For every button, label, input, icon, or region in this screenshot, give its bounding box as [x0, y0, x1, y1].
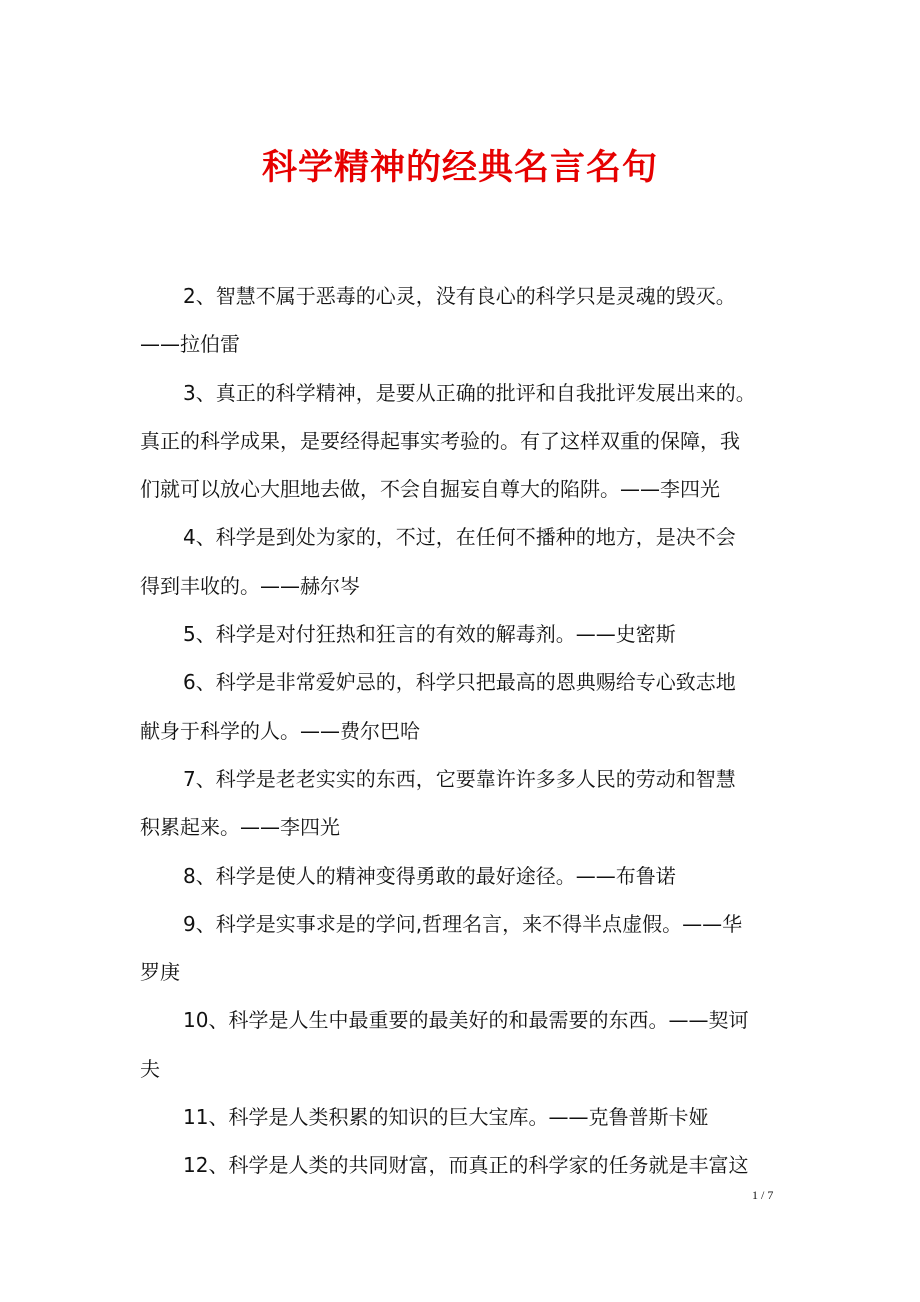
- quote-paragraph: [140, 658, 800, 755]
- text-line: 献身于科学的人。——费尔巴哈: [140, 718, 420, 743]
- text-line: 2、智慧不属于恶毒的心灵，没有良心的科学只是灵魂的毁灭。: [183, 284, 736, 308]
- quote-paragraph: [140, 1093, 800, 1141]
- text-line: 12、科学是人类的共同财富，而真正的科学家的任务就是丰富这: [183, 1153, 749, 1178]
- text-line: 11、科学是人类积累的知识的巨大宝库。——克鲁普斯卡娅: [183, 1105, 709, 1130]
- text-line: 9、科学是实事求是的学问,哲理名言，来不得半点虚假。——华: [183, 911, 743, 936]
- text-line: 8、科学是使人的精神变得勇敢的最好途径。——布鲁诺: [183, 863, 676, 888]
- text-line: ——拉伯雷: [140, 332, 240, 357]
- page-number: 1 / 7: [752, 1188, 774, 1202]
- text-line: 10、科学是人生中最重要的最美好的和最需要的东西。——契诃: [183, 1008, 749, 1033]
- quote-paragraph: [140, 996, 800, 1093]
- quote-paragraph: [140, 1141, 800, 1189]
- text-line: 5、科学是对付狂热和狂言的有效的解毒剂。——史密斯: [183, 622, 676, 647]
- quote-paragraph: [140, 272, 800, 369]
- quote-paragraph: [140, 852, 800, 900]
- text-line: 得到丰收的。——赫尔岑: [140, 573, 360, 598]
- text-line: 4、科学是到处为家的，不过，在任何不播种的地方，是决不会: [183, 525, 736, 550]
- text-line: 7、科学是老老实实的东西，它要靠许许多多人民的劳动和智慧: [183, 766, 736, 791]
- text-line: 们就可以放心大胆地去做，不会自掘妄自尊大的陷阱。——李四光: [140, 477, 720, 502]
- quote-paragraph: [140, 513, 800, 610]
- text-line: 积累起来。——李四光: [140, 815, 340, 840]
- quote-paragraph: [140, 610, 800, 658]
- quote-paragraph: [140, 900, 800, 997]
- text-line: 6、科学是非常爱妒忌的，科学只把最高的恩典赐给专心致志地: [183, 670, 736, 695]
- document-title: 科学精神的经典名言名句: [261, 147, 658, 188]
- text-line: 夫: [140, 1056, 160, 1081]
- document-body: [140, 272, 800, 1190]
- text-line: 罗庚: [140, 960, 180, 985]
- text-line: 3、真正的科学精神，是要从正确的批评和自我批评发展出来的。: [183, 380, 756, 405]
- text-line: 真正的科学成果，是要经得起事实考验的。有了这样双重的保障，我: [140, 428, 740, 453]
- quote-paragraph: [140, 755, 800, 852]
- quote-paragraph: [140, 369, 800, 514]
